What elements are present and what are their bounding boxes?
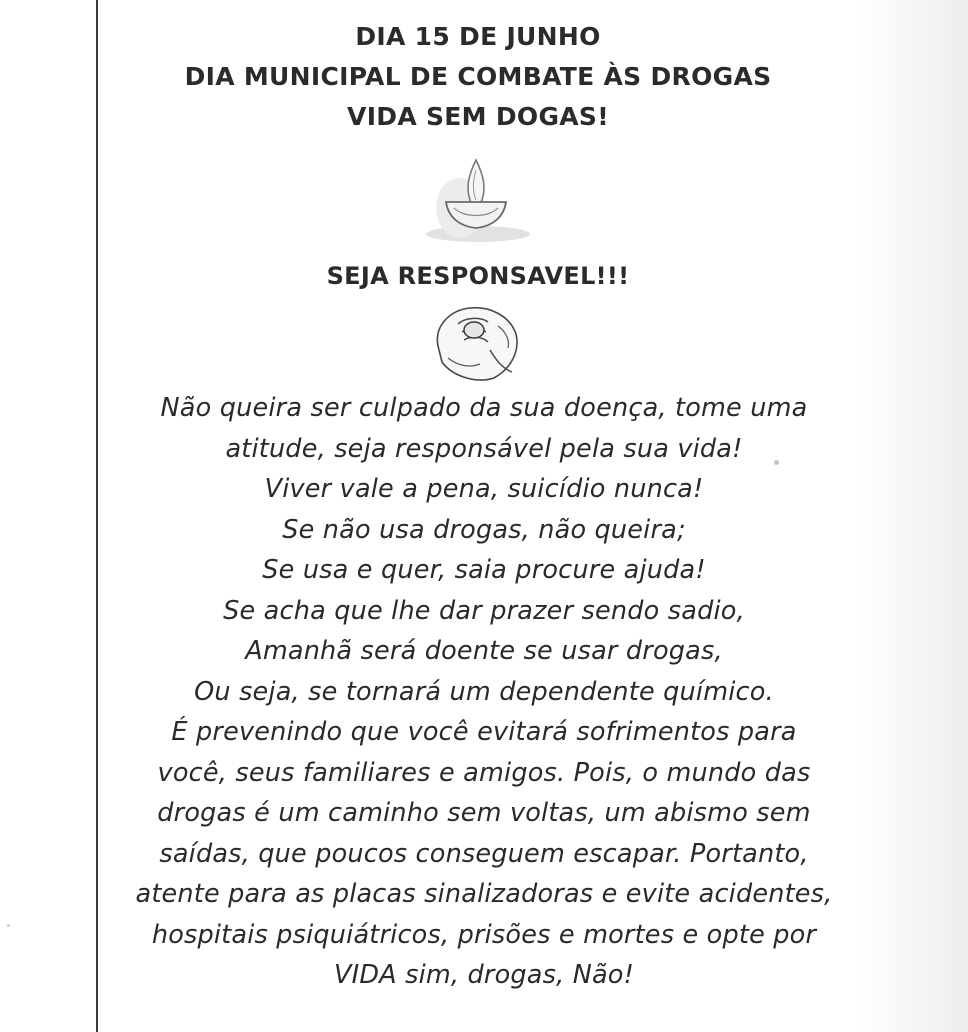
body-line: hospitais psiquiátricos, prisões e mortes e opte por	[151, 919, 817, 950]
heading-event: DIA MUNICIPAL DE COMBATE ÀS DROGAS	[184, 62, 772, 91]
body-line: Se usa e quer, saia procure ajuda!	[262, 555, 706, 585]
body-line: Se acha que lhe dar prazer sendo sadio,	[223, 595, 745, 626]
pointing-hand-icon	[428, 302, 524, 384]
right-margin-shade	[860, 0, 968, 1032]
body-line: você, seus familiares e amigos. Pois, o mundo das	[157, 757, 811, 788]
paper-speck	[7, 924, 10, 927]
body-line: Ou seja, se tornará um dependente químico.	[194, 676, 774, 707]
responsibility-callout: SEJA RESPONSAVEL!!!	[326, 262, 630, 290]
body-line: Viver vale a pena, suicídio nunca!	[264, 474, 704, 504]
body-line: Não queira ser culpado da sua doença, tome uma	[160, 393, 808, 423]
body-line: Se não usa drogas, não queira;	[282, 514, 686, 545]
heading-date: DIA 15 DE JUNHO	[355, 22, 601, 51]
body-line: saídas, que poucos conseguem escapar. Portanto,	[159, 838, 809, 869]
body-line: É prevenindo que você evitará sofrimentos para	[171, 717, 797, 747]
lamp-flame-icon	[420, 148, 532, 248]
left-margin	[0, 0, 96, 1032]
body-line: drogas é um caminho sem voltas, um abismo sem	[157, 798, 811, 828]
heading-slogan: VIDA SEM DOGAS!	[347, 102, 609, 131]
message-body	[104, 388, 864, 996]
body-line: Amanhã será doente se usar drogas,	[245, 636, 723, 666]
body-line: atitude, seja responsável pela sua vida!	[225, 433, 743, 464]
left-border-line	[96, 0, 98, 1032]
body-line: atente para as placas sinalizadoras e evite acidentes,	[135, 879, 833, 909]
body-line: VIDA sim, drogas, Não!	[333, 960, 635, 990]
